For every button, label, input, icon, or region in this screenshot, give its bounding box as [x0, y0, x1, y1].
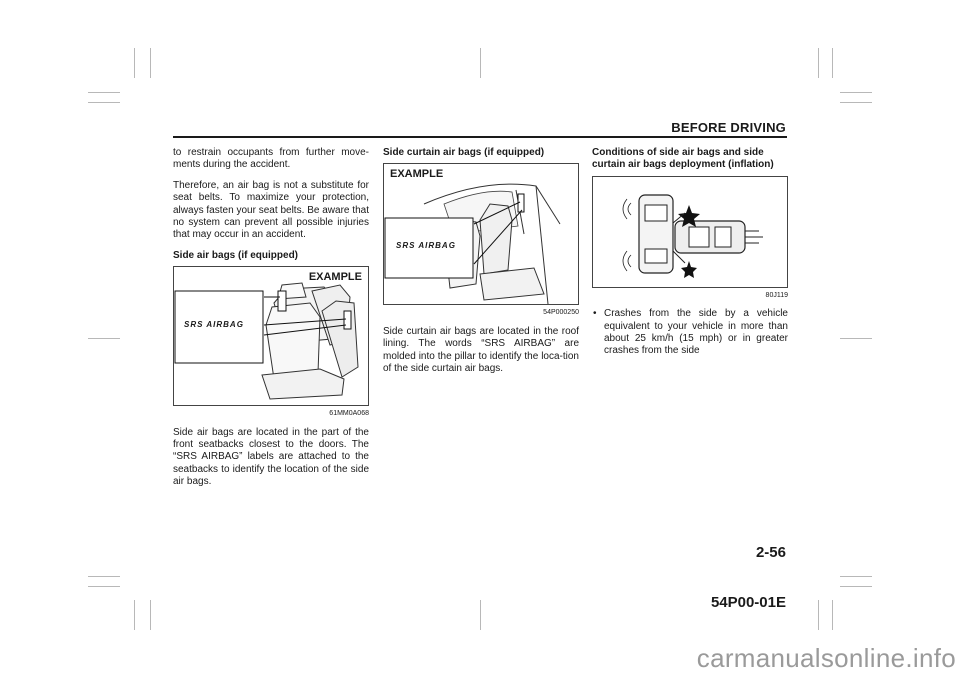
crop-mark: [88, 92, 120, 93]
section-heading: Side curtain air bags (if equipped): [383, 147, 545, 158]
crop-mark: [88, 338, 120, 339]
column-1: [173, 147, 369, 497]
crop-mark: [88, 576, 120, 577]
curtain-airbag-figure: [383, 163, 579, 305]
section-heading: Conditions of side air bags and side curtain air bags deployment (inflation): [592, 147, 774, 171]
crop-mark: [818, 600, 819, 630]
watermark: carmanualsonline.info: [696, 643, 956, 673]
paragraph: Therefore, an air bag is not a substitute for seat belts. To maximize your protection, always fasten your seat belts. Be aware that no system can prevent all possible injuries that may occur in an accident.: [173, 179, 369, 241]
bullet-marker: •: [593, 308, 597, 320]
column-2: [383, 147, 579, 383]
crop-mark: [134, 48, 135, 78]
crop-mark: [840, 576, 872, 577]
example-label: EXAMPLE: [308, 271, 362, 284]
paragraph: to restrain occupants from further move-ments during the accident.: [173, 147, 369, 171]
crop-mark: [818, 48, 819, 78]
paragraph: Side curtain air bags are located in the roof lining. The words “SRS AIRBAG” are molded into the pillar to identify the loca-tion of the side curtain air bags.: [383, 325, 579, 375]
paragraph: Side air bags are located in the part of the front seatbacks closest to the doors. The “SRS AIRBAG” labels are attached to the seatbacks to identify the location of the side air bags.: [173, 426, 369, 488]
srs-airbag-label: SRS AIRBAG: [184, 320, 244, 330]
crop-mark: [480, 600, 481, 630]
seat-illustration: [174, 267, 368, 405]
list-item: [592, 308, 788, 358]
crop-mark: [840, 586, 872, 587]
crop-mark: [832, 48, 833, 78]
crop-mark: [88, 586, 120, 587]
crop-mark: [150, 600, 151, 630]
section-heading: Side air bags (if equipped): [173, 249, 299, 261]
header-rule: [173, 136, 787, 138]
section-title: BEFORE DRIVING: [671, 120, 786, 135]
side-impact-illustration: [593, 177, 787, 287]
car-interior-illustration: [384, 164, 578, 304]
srs-airbag-label: SRS AIRBAG: [396, 241, 456, 251]
document-code: 54P00-01E: [710, 594, 786, 611]
crop-mark: [840, 92, 872, 93]
column-3: [592, 147, 788, 366]
crop-mark: [840, 338, 872, 339]
crop-mark: [88, 102, 120, 103]
crop-mark: [840, 102, 872, 103]
example-label: EXAMPLE: [390, 168, 444, 181]
crop-mark: [832, 600, 833, 630]
crop-mark: [150, 48, 151, 78]
figure-code: 80J119: [765, 291, 788, 299]
deployment-figure: [592, 176, 788, 288]
figure-code: 61MM0A068: [329, 410, 369, 418]
bullet-text: Crashes from the side by a vehicle equivalent to your vehicle in more than about 25 km/h (15 mph) or in greater crashes from the side: [604, 308, 788, 357]
page-number: 2-56: [755, 544, 786, 561]
side-airbag-figure: [173, 266, 369, 406]
crop-mark: [480, 48, 481, 78]
figure-code: 54P000250: [543, 309, 579, 317]
crop-mark: [134, 600, 135, 630]
